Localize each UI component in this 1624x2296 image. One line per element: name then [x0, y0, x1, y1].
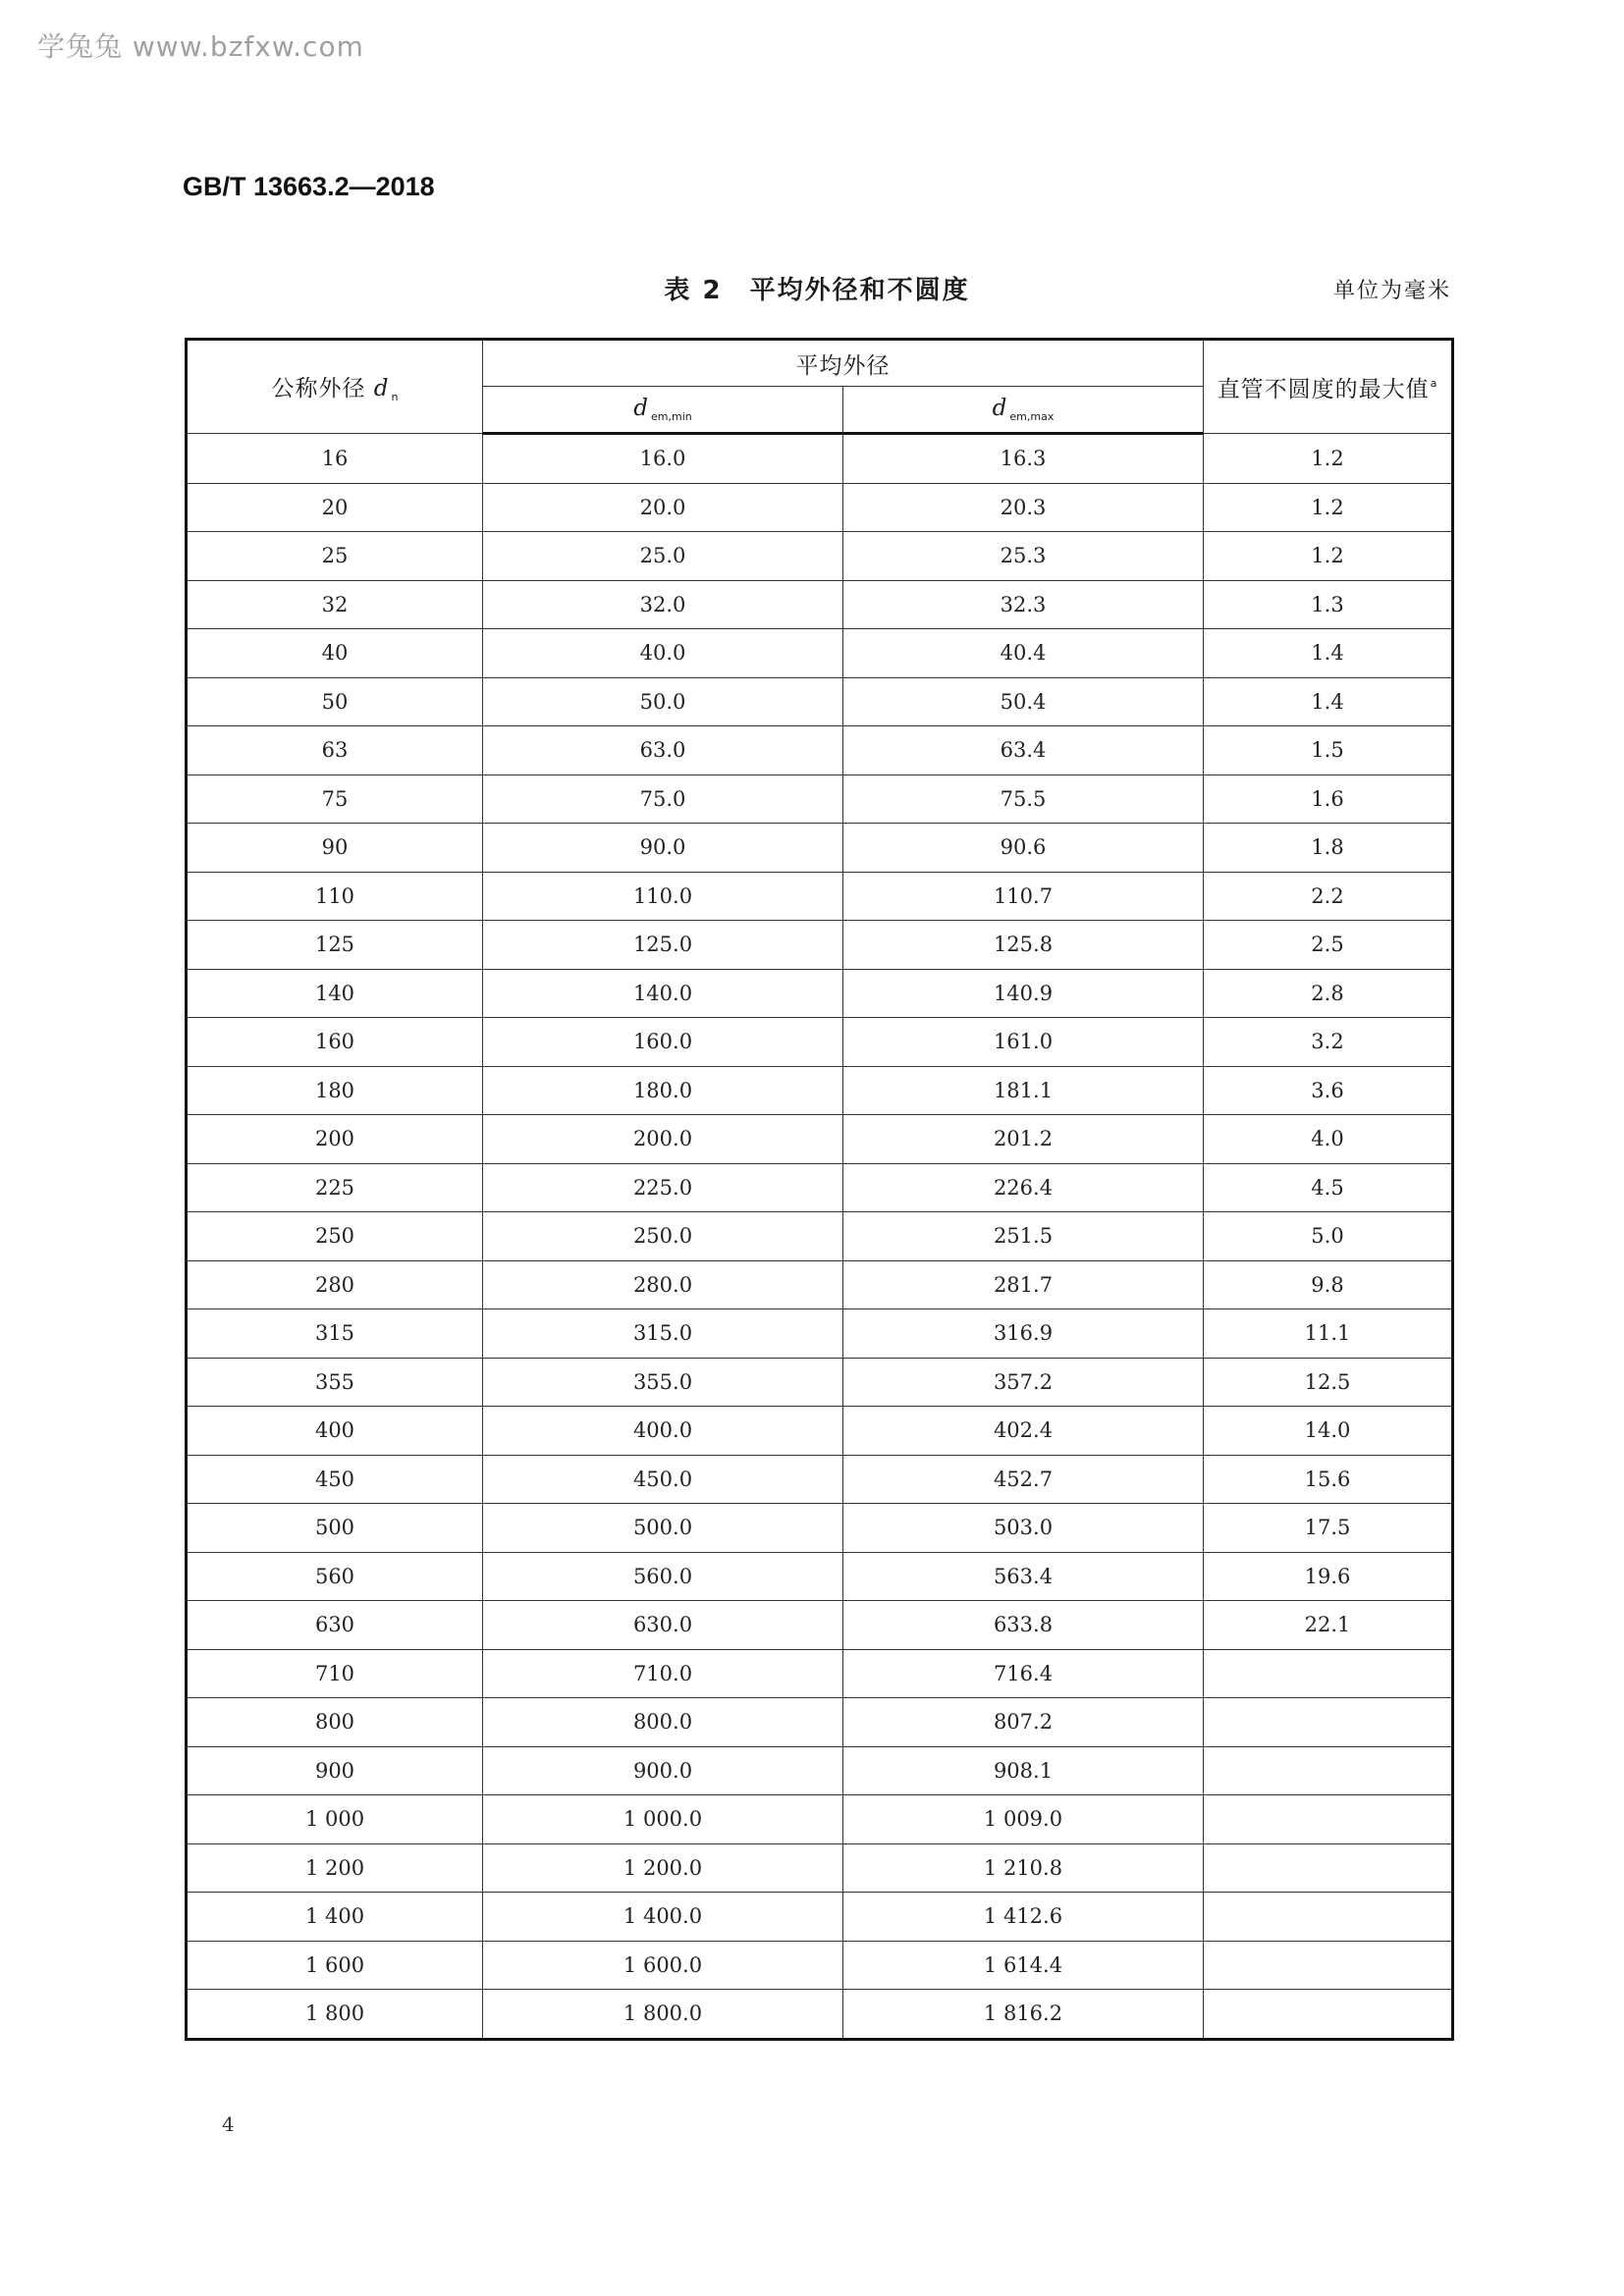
cell-nominal-od: 710 [187, 1649, 483, 1698]
cell-dem-max: 807.2 [843, 1698, 1204, 1747]
cell-dem-max: 50.4 [843, 677, 1204, 726]
cell-dem-max: 1 412.6 [843, 1893, 1204, 1942]
table-body [187, 434, 1453, 2040]
cell-nominal-od: 800 [187, 1698, 483, 1747]
cell-dem-max: 63.4 [843, 726, 1204, 775]
table-row [187, 1601, 1453, 1650]
table-row [187, 921, 1453, 970]
cell-max-ovality: 15.6 [1204, 1455, 1453, 1504]
cell-nominal-od: 110 [187, 872, 483, 921]
table-row [187, 824, 1453, 873]
cell-dem-min: 450.0 [483, 1455, 843, 1504]
table-row [187, 483, 1453, 532]
header-nominal-symbol: d [373, 376, 390, 401]
cell-dem-max: 1 816.2 [843, 1990, 1204, 2040]
table-row [187, 1941, 1453, 1990]
cell-max-ovality: 19.6 [1204, 1552, 1453, 1601]
cell-dem-min: 900.0 [483, 1746, 843, 1795]
cell-nominal-od: 1 200 [187, 1843, 483, 1893]
cell-nominal-od: 315 [187, 1309, 483, 1359]
table-row [187, 1504, 1453, 1553]
table-row [187, 434, 1453, 484]
header-ovality-label: 直管不圆度的最大值 [1217, 376, 1430, 402]
cell-dem-min: 75.0 [483, 774, 843, 824]
cell-dem-min: 50.0 [483, 677, 843, 726]
cell-max-ovality: 1.2 [1204, 532, 1453, 581]
cell-nominal-od: 16 [187, 434, 483, 484]
table-row [187, 677, 1453, 726]
table-row [187, 1698, 1453, 1747]
table-row [187, 1115, 1453, 1164]
table-row [187, 1795, 1453, 1844]
header-dem-max [843, 387, 1204, 434]
cell-dem-max: 281.7 [843, 1260, 1204, 1309]
cell-dem-max: 357.2 [843, 1358, 1204, 1407]
cell-max-ovality: 12.5 [1204, 1358, 1453, 1407]
cell-dem-min: 250.0 [483, 1212, 843, 1261]
cell-dem-min: 630.0 [483, 1601, 843, 1650]
cell-nominal-od: 32 [187, 580, 483, 629]
header-nominal-subscript: n [391, 391, 399, 403]
cell-dem-max: 316.9 [843, 1309, 1204, 1359]
table-row [187, 1309, 1453, 1359]
cell-dem-max: 75.5 [843, 774, 1204, 824]
cell-dem-min: 40.0 [483, 629, 843, 678]
cell-max-ovality [1204, 1746, 1453, 1795]
table-row [187, 1990, 1453, 2040]
cell-dem-min: 140.0 [483, 969, 843, 1018]
cell-max-ovality: 1.6 [1204, 774, 1453, 824]
cell-nominal-od: 450 [187, 1455, 483, 1504]
cell-nominal-od: 250 [187, 1212, 483, 1261]
cell-dem-max: 633.8 [843, 1601, 1204, 1650]
cell-nominal-od: 400 [187, 1407, 483, 1456]
cell-nominal-od: 630 [187, 1601, 483, 1650]
header-max-subscript: em,max [1009, 410, 1055, 423]
table-row [187, 1260, 1453, 1309]
cell-dem-min: 63.0 [483, 726, 843, 775]
header-nominal-od [187, 340, 483, 434]
header-mean-od: 平均外径 [483, 340, 1204, 387]
table-row [187, 1407, 1453, 1456]
cell-max-ovality: 1.8 [1204, 824, 1453, 873]
table-row [187, 1552, 1453, 1601]
cell-max-ovality: 1.2 [1204, 483, 1453, 532]
cell-dem-min: 32.0 [483, 580, 843, 629]
cell-nominal-od: 355 [187, 1358, 483, 1407]
header-max-symbol: d [992, 396, 1008, 421]
cell-max-ovality: 1.5 [1204, 726, 1453, 775]
cell-dem-min: 500.0 [483, 1504, 843, 1553]
cell-max-ovality: 1.4 [1204, 677, 1453, 726]
cell-dem-max: 716.4 [843, 1649, 1204, 1698]
cell-max-ovality: 4.0 [1204, 1115, 1453, 1164]
cell-max-ovality: 1.3 [1204, 580, 1453, 629]
cell-dem-max: 452.7 [843, 1455, 1204, 1504]
table-row [187, 629, 1453, 678]
cell-nominal-od: 1 600 [187, 1941, 483, 1990]
table-caption-bar [183, 270, 1451, 309]
cell-nominal-od: 50 [187, 677, 483, 726]
cell-dem-max: 1 009.0 [843, 1795, 1204, 1844]
cell-nominal-od: 1 800 [187, 1990, 483, 2040]
cell-dem-min: 560.0 [483, 1552, 843, 1601]
cell-nominal-od: 63 [187, 726, 483, 775]
cell-dem-min: 1 200.0 [483, 1843, 843, 1893]
cell-dem-max: 40.4 [843, 629, 1204, 678]
cell-dem-max: 503.0 [843, 1504, 1204, 1553]
table-row [187, 1455, 1453, 1504]
cell-dem-max: 563.4 [843, 1552, 1204, 1601]
cell-dem-min: 160.0 [483, 1018, 843, 1067]
table-row [187, 872, 1453, 921]
cell-max-ovality: 14.0 [1204, 1407, 1453, 1456]
cell-nominal-od: 90 [187, 824, 483, 873]
table-row [187, 1893, 1453, 1942]
cell-nominal-od: 200 [187, 1115, 483, 1164]
cell-max-ovality [1204, 1698, 1453, 1747]
cell-dem-min: 1 800.0 [483, 1990, 843, 2040]
document-number: GB/T 13663.2—2018 [183, 172, 435, 201]
table-row [187, 969, 1453, 1018]
cell-max-ovality: 11.1 [1204, 1309, 1453, 1359]
cell-nominal-od: 900 [187, 1746, 483, 1795]
cell-dem-min: 800.0 [483, 1698, 843, 1747]
cell-max-ovality [1204, 1843, 1453, 1893]
cell-dem-min: 125.0 [483, 921, 843, 970]
table-row [187, 532, 1453, 581]
table-row [187, 1358, 1453, 1407]
cell-nominal-od: 25 [187, 532, 483, 581]
cell-dem-min: 315.0 [483, 1309, 843, 1359]
table-row [187, 1018, 1453, 1067]
table-row [187, 1746, 1453, 1795]
cell-max-ovality [1204, 1941, 1453, 1990]
cell-nominal-od: 180 [187, 1066, 483, 1115]
table-row [187, 580, 1453, 629]
header-min-symbol: d [633, 396, 649, 421]
cell-dem-min: 110.0 [483, 872, 843, 921]
cell-dem-max: 140.9 [843, 969, 1204, 1018]
header-min-subscript: em,min [651, 410, 692, 423]
cell-dem-min: 280.0 [483, 1260, 843, 1309]
cell-nominal-od: 125 [187, 921, 483, 970]
cell-dem-min: 20.0 [483, 483, 843, 532]
cell-max-ovality: 3.2 [1204, 1018, 1453, 1067]
table-row [187, 1163, 1453, 1212]
mean-od-ovality-table [185, 338, 1454, 2041]
cell-dem-min: 16.0 [483, 434, 843, 484]
cell-nominal-od: 560 [187, 1552, 483, 1601]
cell-nominal-od: 225 [187, 1163, 483, 1212]
cell-dem-max: 402.4 [843, 1407, 1204, 1456]
cell-dem-max: 32.3 [843, 580, 1204, 629]
cell-max-ovality [1204, 1990, 1453, 2040]
table-row [187, 1212, 1453, 1261]
cell-max-ovality [1204, 1649, 1453, 1698]
cell-max-ovality: 5.0 [1204, 1212, 1453, 1261]
cell-max-ovality: 2.8 [1204, 969, 1453, 1018]
cell-dem-min: 180.0 [483, 1066, 843, 1115]
cell-max-ovality: 2.2 [1204, 872, 1453, 921]
cell-nominal-od: 160 [187, 1018, 483, 1067]
table-row [187, 1066, 1453, 1115]
cell-max-ovality: 9.8 [1204, 1260, 1453, 1309]
cell-max-ovality: 22.1 [1204, 1601, 1453, 1650]
cell-nominal-od: 1 400 [187, 1893, 483, 1942]
cell-nominal-od: 40 [187, 629, 483, 678]
cell-dem-max: 1 614.4 [843, 1941, 1204, 1990]
cell-nominal-od: 500 [187, 1504, 483, 1553]
cell-dem-max: 181.1 [843, 1066, 1204, 1115]
table-row [187, 1649, 1453, 1698]
cell-nominal-od: 280 [187, 1260, 483, 1309]
cell-dem-max: 226.4 [843, 1163, 1204, 1212]
header-max-ovality [1204, 340, 1453, 434]
cell-dem-max: 1 210.8 [843, 1843, 1204, 1893]
page-number: 4 [222, 2112, 235, 2136]
cell-dem-max: 125.8 [843, 921, 1204, 970]
cell-max-ovality: 1.4 [1204, 629, 1453, 678]
cell-dem-min: 90.0 [483, 824, 843, 873]
unit-note: 单位为毫米 [1332, 279, 1451, 303]
header-dem-min [483, 387, 843, 434]
cell-nominal-od: 140 [187, 969, 483, 1018]
header-nominal-label: 公称外径 [271, 376, 366, 401]
cell-dem-max: 20.3 [843, 483, 1204, 532]
cell-dem-min: 200.0 [483, 1115, 843, 1164]
cell-dem-max: 90.6 [843, 824, 1204, 873]
cell-max-ovality: 17.5 [1204, 1504, 1453, 1553]
cell-dem-max: 16.3 [843, 434, 1204, 484]
watermark: 学兔兔 www.bzfxw.com [37, 30, 364, 63]
table-title: 表 2 平均外径和不圆度 [664, 276, 970, 305]
cell-dem-min: 1 400.0 [483, 1893, 843, 1942]
cell-max-ovality [1204, 1795, 1453, 1844]
header-ovality-note: a [1430, 376, 1438, 390]
table-row [187, 774, 1453, 824]
cell-dem-max: 25.3 [843, 532, 1204, 581]
cell-dem-min: 355.0 [483, 1358, 843, 1407]
cell-max-ovality: 1.2 [1204, 434, 1453, 484]
cell-dem-min: 400.0 [483, 1407, 843, 1456]
cell-nominal-od: 75 [187, 774, 483, 824]
cell-dem-max: 161.0 [843, 1018, 1204, 1067]
cell-dem-max: 251.5 [843, 1212, 1204, 1261]
cell-max-ovality: 4.5 [1204, 1163, 1453, 1212]
cell-max-ovality: 3.6 [1204, 1066, 1453, 1115]
cell-dem-min: 1 600.0 [483, 1941, 843, 1990]
cell-dem-min: 710.0 [483, 1649, 843, 1698]
cell-dem-max: 201.2 [843, 1115, 1204, 1164]
cell-dem-max: 110.7 [843, 872, 1204, 921]
cell-nominal-od: 20 [187, 483, 483, 532]
cell-nominal-od: 1 000 [187, 1795, 483, 1844]
cell-dem-min: 225.0 [483, 1163, 843, 1212]
cell-dem-min: 1 000.0 [483, 1795, 843, 1844]
table-row [187, 1843, 1453, 1893]
cell-dem-max: 908.1 [843, 1746, 1204, 1795]
cell-max-ovality [1204, 1893, 1453, 1942]
table-row [187, 726, 1453, 775]
cell-dem-min: 25.0 [483, 532, 843, 581]
cell-max-ovality: 2.5 [1204, 921, 1453, 970]
